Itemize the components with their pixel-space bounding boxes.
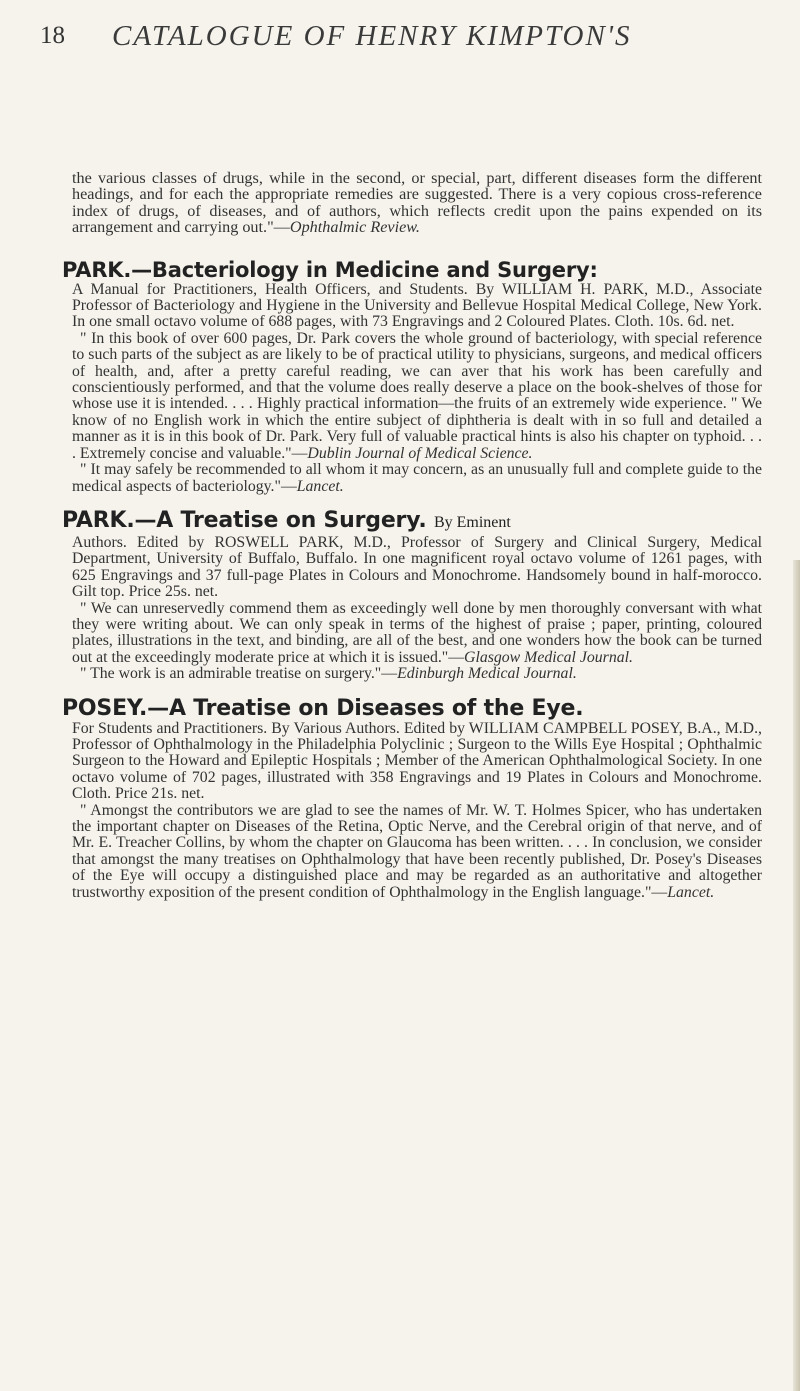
page-header — [20, 20, 780, 60]
page-content — [62, 170, 762, 915]
catalogue-entry-park-surgery — [62, 509, 762, 683]
review-source: Dublin Journal of Medical Science. — [307, 444, 533, 462]
page-number: 18 — [40, 22, 65, 49]
intro-paragraph — [62, 170, 762, 236]
review-source: Glasgow Medical Journal. — [464, 648, 633, 666]
review-quote — [62, 331, 762, 462]
page-edge-shadow — [793, 560, 800, 1391]
review-quote — [62, 666, 762, 682]
intro-source: Ophthalmic Review. — [289, 218, 420, 237]
review-source: Edinburgh Medical Journal. — [397, 665, 577, 683]
review-text: " Amongst the contributors we are glad to see the names of Mr. W. T. Holmes Spicer, who has undertaken the important chapter on Diseases of the Retina, Optic Nerve, and the Cerebral origin of that nerve, and of Mr. E. Treacher Collins, by whom the chapter on Glaucoma has been written. . . . In conclusion, we consider that amongst the many treatises on Ophthalmology that have been recently published, Dr. Posey's Diseases of the Eye will occupy a distinguished place and may be regarded as an authoritative and altogether trustworthy exposition of the present condition of Ophthalmology in the English language."— — [72, 801, 762, 901]
entry-heading — [62, 509, 762, 535]
review-text: " We can unreservedly commend them as exceedingly well done by men thoroughly conversant with what they were writing about. We can only speak in terms of the highest of praise ; paper, printing, coloured plates, illustrations in the text, and binding, are all of the best, and one wonders how the book can be turned out at the exceedingly moderate price at which it is issued."— — [72, 599, 762, 666]
intro-text: the various classes of drugs, while in the second, or special, part, different diseases form the different headings, and for each the appropriate remedies are suggested. There is a very copious cross-reference index of drugs, of diseases, and of authors, which reflects credit upon the pains expended on its arrangement and carrying out."— — [72, 169, 762, 237]
entry-description: Authors. Edited by ROSWELL PARK, M.D., Professor of Surgery and Clinical Surgery, Medical Department, University of Buffalo, Buffalo. In one magnificent royal octavo volume of 1261 pages, with 625 Engravings and 37 full-page Plates in Colours and Monochrome. Handsomely bound in half-morocco. Gilt top. Price 25s. net. — [72, 533, 762, 601]
entry-heading: PARK.—Bacteriology in Medicine and Surgery: — [62, 257, 598, 282]
review-quote — [62, 601, 762, 667]
review-source: Lancet. — [667, 883, 715, 901]
review-quote — [62, 803, 762, 901]
catalogue-entry-park-bacteriology — [62, 258, 762, 495]
entry-heading-tail: By Eminent — [433, 513, 511, 531]
entry-heading: POSEY.—A Treatise on Diseases of the Eye. — [62, 695, 584, 721]
entry-description: For Students and Practitioners. By Various Authors. Edited by WILLIAM CAMPBELL POSEY, B.A., M.D., Professor of Ophthalmology in the Philadelphia Polyclinic ; Surgeon to the Wills Eye Hospital ; Ophthalmic Surgeon to the Howard and Epileptic Hospitals ; Member of the American Ophthalmological Society. In one octavo volume of 702 pages, illustrated with 358 Engravings and 19 Plates in Colours and Monochrome. Cloth. Price 21s. net. — [72, 719, 762, 803]
review-source: Lancet. — [296, 477, 344, 495]
running-head: CATALOGUE OF HENRY KIMPTON'S — [112, 20, 632, 52]
review-quote — [62, 462, 762, 495]
review-text: " The work is an admirable treatise on surgery."— — [80, 665, 398, 683]
review-text: " In this book of over 600 pages, Dr. Park covers the whole ground of bacteriology, with special reference to such parts of the subject as are likely to be of practical utility to physicians, surgeons, and medical officers of health, and, after a pretty careful reading, we can aver that his work has been carefully and conscientiously performed, and that the volume does really deserve a place on the book-shelves of those for whose use it is intended. . . . Highly practical information—the fruits of an extremely wide experience. " We know of no English work in which the entire subject of diphtheria is dealt with in so full and detailed a manner as it is in this book of Dr. Park. Very full of valuable practical hints is also his chapter on typhoid. . . . Extremely concise and valuable."— — [72, 329, 762, 462]
entry-heading-title: PARK.—A Treatise on Surgery. — [62, 507, 427, 533]
review-text: " It may safely be recommended to all whom it may concern, as an unusually full and complete guide to the medical aspects of bacteriology."— — [72, 461, 762, 495]
catalogue-entry-posey-eye — [62, 697, 762, 901]
entry-description: A Manual for Practitioners, Health Officers, and Students. By WILLIAM H. PARK, M.D., Associate Professor of Bacteriology and Hygiene in the University and Bellevue Hospital Medical College, New York. In one small octavo volume of 688 pages, with 73 Engravings and 2 Coloured Plates. Cloth. 10s. 6d. net. — [72, 280, 762, 331]
